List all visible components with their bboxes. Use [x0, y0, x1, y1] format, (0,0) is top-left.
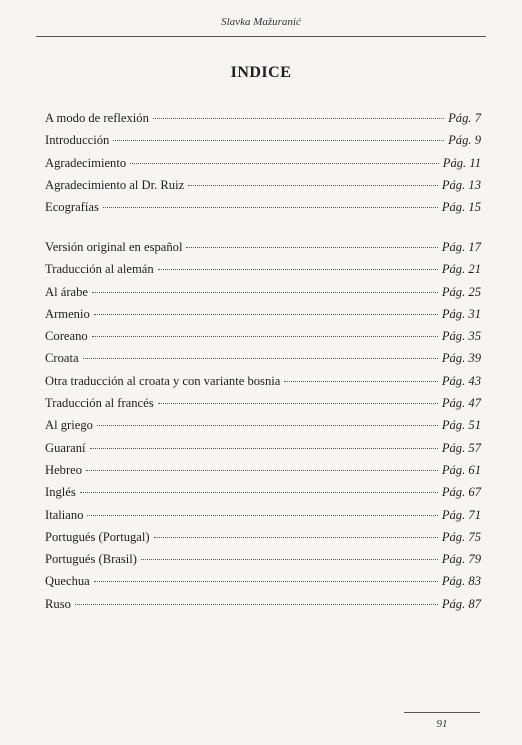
toc-entry-label: Versión original en español: [45, 240, 183, 254]
toc-entry: [45, 570, 481, 592]
toc-entry-page: Pág. 39: [441, 351, 481, 366]
toc-entry-page: Pág. 9: [448, 133, 481, 148]
toc-entry-page: Pág. 71: [441, 507, 481, 522]
dot-leader: [188, 185, 438, 186]
toc-entry-label: Otra traducción al croata y con variante bosnia: [45, 373, 281, 388]
toc-entry-label: Portugués (Portugal): [45, 529, 150, 544]
toc-entry-page: Pág. 67: [441, 485, 481, 500]
toc-entry-label: Coreano: [45, 329, 88, 344]
toc-entry-label: Agradecimiento al Dr. Ruiz: [45, 177, 185, 192]
toc-entry-page: Pág. 43: [441, 373, 481, 388]
toc-entry-label: Croata: [45, 351, 79, 366]
dot-leader: [158, 269, 438, 270]
toc-entry-page: Pág. 61: [441, 462, 481, 477]
dot-leader: [97, 425, 438, 426]
toc-entry: [45, 459, 481, 481]
toc-entry: [45, 258, 481, 280]
toc-entry-label: A modo de reflexión: [45, 111, 149, 125]
toc-entry-label: Guaraní: [45, 440, 86, 455]
toc-entry-label: Ecografías: [45, 200, 99, 215]
toc-entry: [45, 593, 481, 615]
toc-entry-label: Introducción: [45, 133, 110, 148]
toc-entry-label: Traducción al alemán: [45, 262, 154, 277]
toc-entry: [45, 437, 481, 459]
dot-leader: [186, 247, 437, 248]
dot-leader: [80, 492, 438, 493]
dot-leader: [130, 163, 439, 164]
toc-entry-page: Pág. 87: [441, 596, 481, 611]
dot-leader: [83, 358, 438, 359]
toc-entry: [45, 347, 481, 369]
toc-group-translations: [45, 236, 481, 615]
dot-leader: [90, 448, 438, 449]
toc-entry-page: Pág. 83: [441, 574, 481, 589]
toc-entry: [45, 325, 481, 347]
toc-entry-label: Traducción al francés: [45, 396, 154, 411]
toc-entry-page: Pág. 11: [442, 155, 481, 170]
toc-entry: [45, 196, 481, 218]
dot-leader: [94, 314, 438, 315]
toc-entry-label: Agradecimiento: [45, 155, 127, 170]
toc-entry: [45, 370, 481, 392]
toc-entry: [45, 281, 481, 303]
toc-entry-page: Pág. 17: [441, 240, 481, 254]
toc-entry-label: Al árabe: [45, 284, 89, 299]
toc-entry: [45, 392, 481, 414]
toc-entry: [45, 414, 481, 436]
toc-entry-page: Pág. 21: [441, 262, 481, 277]
toc-entry-page: Pág. 7: [448, 111, 481, 125]
dot-leader: [92, 292, 438, 293]
dot-leader: [154, 537, 438, 538]
toc-entry-label: Al griego: [45, 418, 93, 433]
dot-leader: [75, 604, 438, 605]
page-number: 91: [436, 718, 448, 730]
toc-entry: [45, 129, 481, 151]
toc-entry: [45, 548, 481, 570]
toc-entry-page: Pág. 57: [441, 440, 481, 455]
toc-entry-label: Italiano: [45, 507, 84, 522]
toc-entry-label: Quechua: [45, 574, 90, 589]
toc-entry: [45, 481, 481, 503]
toc-entry-page: Pág. 25: [441, 284, 481, 299]
dot-leader: [153, 118, 444, 119]
toc-entry: [45, 174, 481, 196]
toc-entry-page: Pág. 79: [441, 552, 481, 567]
dot-leader: [113, 140, 444, 141]
toc-entry: [45, 152, 481, 174]
dot-leader: [86, 470, 438, 471]
dot-leader: [87, 515, 437, 516]
toc-entry-label: Inglés: [45, 485, 76, 500]
toc-entry-page: Pág. 75: [441, 529, 481, 544]
toc-entry-page: Pág. 35: [441, 329, 481, 344]
header-rule: [36, 36, 486, 37]
dot-leader: [284, 381, 437, 382]
footer-rule: [404, 712, 480, 713]
dot-leader: [94, 581, 438, 582]
running-head: Slavka Mažuranić: [221, 16, 301, 28]
dot-leader: [103, 207, 438, 208]
toc-entry: [45, 504, 481, 526]
toc-entry-label: Hebreo: [45, 462, 83, 477]
toc-entry-label: Armenio: [45, 306, 90, 321]
toc-entry: [45, 526, 481, 548]
toc-entry-page: Pág. 13: [441, 177, 481, 192]
toc-entry: [45, 107, 481, 129]
toc-entry-label: Ruso: [45, 596, 71, 611]
dot-leader: [92, 336, 438, 337]
toc-entry: [45, 236, 481, 258]
toc-group-front-matter: [45, 107, 481, 218]
toc-entry-page: Pág. 15: [441, 200, 481, 215]
toc-entry-page: Pág. 51: [441, 418, 481, 433]
toc-entry-page: Pág. 31: [441, 306, 481, 321]
dot-leader: [158, 403, 438, 404]
toc-entry-label: Portugués (Brasil): [45, 552, 137, 567]
dot-leader: [141, 559, 438, 560]
toc-entry: [45, 303, 481, 325]
page-title: INDICE: [230, 64, 292, 81]
toc-entry-page: Pág. 47: [441, 396, 481, 411]
